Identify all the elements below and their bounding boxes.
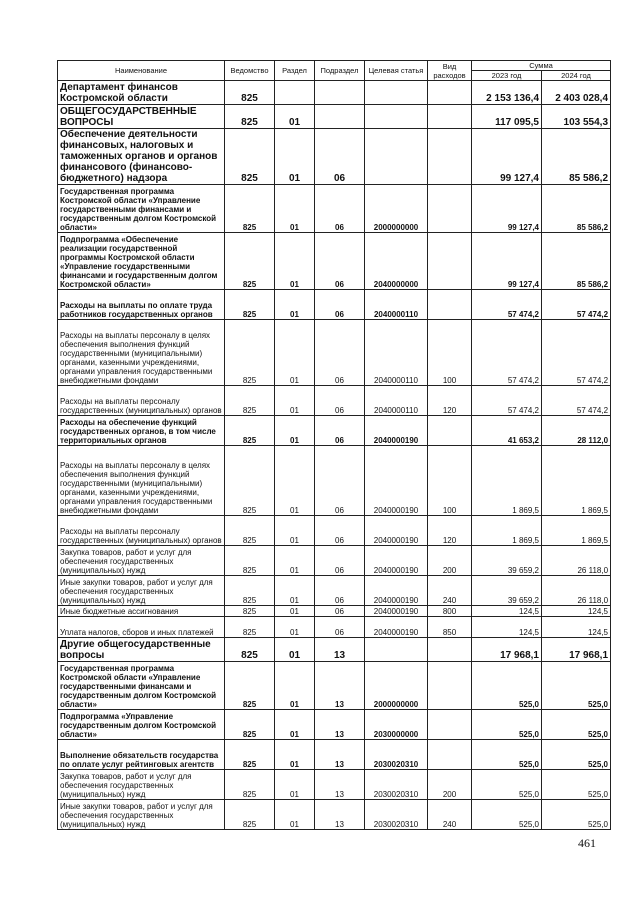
- cell-2024: 57 474,2: [542, 290, 611, 320]
- cell-name: Государственная программа Костромской области «Управление государственными финансами и государственным долгом Костромской области»: [58, 185, 225, 233]
- cell-section: 01: [275, 617, 315, 638]
- cell-subsection: 06: [315, 446, 365, 516]
- cell-target: 2040000110: [365, 290, 428, 320]
- cell-section: 01: [275, 105, 315, 129]
- cell-name: Расходы на выплаты по оплате труда работников государственных органов: [58, 290, 225, 320]
- cell-name: Иные закупки товаров, работ и услуг для обеспечения государственных (муниципальных) нужд: [58, 576, 225, 606]
- cell-type: 240: [428, 576, 472, 606]
- table-row: [58, 710, 611, 740]
- cell-2023: 39 659,2: [472, 576, 542, 606]
- cell-target: 2040000110: [365, 386, 428, 416]
- cell-2023: 1 869,5: [472, 516, 542, 546]
- cell-2023: 525,0: [472, 740, 542, 770]
- cell-2023: 117 095,5: [472, 105, 542, 129]
- cell-subsection: 06: [315, 129, 365, 185]
- table-row: [58, 606, 611, 617]
- cell-2023: 2 153 136,4: [472, 81, 542, 105]
- cell-dept: 825: [225, 386, 275, 416]
- cell-2024: 57 474,2: [542, 320, 611, 386]
- cell-type: [428, 105, 472, 129]
- cell-type: 850: [428, 617, 472, 638]
- cell-2024: 2 403 028,4: [542, 81, 611, 105]
- cell-type: [428, 290, 472, 320]
- table-row: [58, 290, 611, 320]
- cell-type: 100: [428, 446, 472, 516]
- cell-subsection: 06: [315, 546, 365, 576]
- cell-section: 01: [275, 576, 315, 606]
- cell-section: [275, 81, 315, 105]
- cell-section: 01: [275, 386, 315, 416]
- cell-target: 2040000190: [365, 546, 428, 576]
- cell-2023: 57 474,2: [472, 320, 542, 386]
- cell-type: [428, 416, 472, 446]
- cell-section: 01: [275, 290, 315, 320]
- cell-section: 01: [275, 770, 315, 800]
- col-header-sum: Сумма: [472, 61, 611, 71]
- cell-2023: 525,0: [472, 662, 542, 710]
- cell-subsection: [315, 81, 365, 105]
- cell-dept: 825: [225, 638, 275, 662]
- cell-dept: 825: [225, 710, 275, 740]
- cell-2023: 525,0: [472, 800, 542, 830]
- table-row: [58, 320, 611, 386]
- cell-target: 2040000190: [365, 416, 428, 446]
- cell-target: 2000000000: [365, 662, 428, 710]
- table-row: [58, 105, 611, 129]
- col-header-2024: 2024 год: [542, 71, 611, 81]
- cell-target: 2030020310: [365, 740, 428, 770]
- table-row: [58, 516, 611, 546]
- cell-subsection: 13: [315, 740, 365, 770]
- cell-section: 01: [275, 446, 315, 516]
- cell-type: 800: [428, 606, 472, 617]
- cell-section: 01: [275, 233, 315, 290]
- cell-section: 01: [275, 416, 315, 446]
- cell-dept: 825: [225, 800, 275, 830]
- cell-subsection: 06: [315, 416, 365, 446]
- cell-2024: 85 586,2: [542, 185, 611, 233]
- cell-name: Иные закупки товаров, работ и услуг для обеспечения государственных (муниципальных) нужд: [58, 800, 225, 830]
- cell-2024: 26 118,0: [542, 546, 611, 576]
- cell-name: Подпрограмма «Обеспечение реализации государственной программы Костромской области «Управление государственными финансами и государственным долгом Костромской области»: [58, 233, 225, 290]
- cell-name: Подпрограмма «Управление государственным долгом Костромской области»: [58, 710, 225, 740]
- cell-section: 01: [275, 320, 315, 386]
- cell-dept: 825: [225, 233, 275, 290]
- cell-name: Государственная программа Костромской области «Управление государственными финансами и государственным долгом Костромской области»: [58, 662, 225, 710]
- cell-2024: 525,0: [542, 800, 611, 830]
- cell-subsection: 06: [315, 606, 365, 617]
- cell-subsection: 06: [315, 320, 365, 386]
- cell-type: 200: [428, 546, 472, 576]
- cell-subsection: 13: [315, 770, 365, 800]
- cell-target: 2030020310: [365, 770, 428, 800]
- cell-target: 2040000190: [365, 606, 428, 617]
- cell-type: [428, 81, 472, 105]
- cell-2024: 525,0: [542, 740, 611, 770]
- cell-target: [365, 105, 428, 129]
- table-row: [58, 546, 611, 576]
- cell-target: 2040000190: [365, 617, 428, 638]
- table-row: [58, 662, 611, 710]
- cell-dept: 825: [225, 105, 275, 129]
- cell-type: 200: [428, 770, 472, 800]
- cell-target: [365, 81, 428, 105]
- cell-section: 01: [275, 516, 315, 546]
- col-header-dept: Ведомство: [225, 61, 275, 81]
- cell-2024: 525,0: [542, 710, 611, 740]
- cell-2023: 124,5: [472, 617, 542, 638]
- cell-subsection: 06: [315, 185, 365, 233]
- cell-type: [428, 233, 472, 290]
- cell-2024: 1 869,5: [542, 446, 611, 516]
- table-row: [58, 416, 611, 446]
- cell-2024: 28 112,0: [542, 416, 611, 446]
- cell-name: Расходы на выплаты персоналу в целях обеспечения выполнения функций государственными (муниципальными) органами, казенными учреждениями, органами управления государственными внебюджетными фондами: [58, 320, 225, 386]
- cell-name: Другие общегосударственные вопросы: [58, 638, 225, 662]
- cell-name: Закупка товаров, работ и услуг для обеспечения государственных (муниципальных) нужд: [58, 770, 225, 800]
- cell-type: [428, 129, 472, 185]
- table-row: [58, 129, 611, 185]
- col-header-target: Целевая статья: [365, 61, 428, 81]
- cell-dept: 825: [225, 129, 275, 185]
- cell-2024: 17 968,1: [542, 638, 611, 662]
- cell-name: Иные бюджетные ассигнования: [58, 606, 225, 617]
- cell-type: 120: [428, 516, 472, 546]
- cell-dept: 825: [225, 290, 275, 320]
- col-header-name: Наименование: [58, 61, 225, 81]
- cell-target: 2040000190: [365, 576, 428, 606]
- col-header-section: Раздел: [275, 61, 315, 81]
- cell-2024: 124,5: [542, 617, 611, 638]
- cell-type: 100: [428, 320, 472, 386]
- table-row: [58, 446, 611, 516]
- cell-type: [428, 638, 472, 662]
- cell-2023: 99 127,4: [472, 129, 542, 185]
- cell-section: 01: [275, 546, 315, 576]
- table-body: [58, 81, 611, 830]
- cell-target: 2000000000: [365, 185, 428, 233]
- cell-dept: 825: [225, 770, 275, 800]
- table-row: [58, 233, 611, 290]
- cell-type: 120: [428, 386, 472, 416]
- table-row: [58, 800, 611, 830]
- cell-subsection: 06: [315, 290, 365, 320]
- cell-name: Обеспечение деятельности финансовых, налоговых и таможенных органов и органов финансового (финансово-бюджетного) надзора: [58, 129, 225, 185]
- cell-type: [428, 185, 472, 233]
- cell-target: 2040000190: [365, 446, 428, 516]
- cell-section: 01: [275, 606, 315, 617]
- cell-target: 2040000190: [365, 516, 428, 546]
- cell-subsection: 06: [315, 233, 365, 290]
- cell-2023: 99 127,4: [472, 185, 542, 233]
- cell-section: 01: [275, 662, 315, 710]
- budget-table: [57, 60, 611, 830]
- cell-type: 240: [428, 800, 472, 830]
- cell-dept: 825: [225, 185, 275, 233]
- cell-name: Расходы на обеспечение функций государственных органов, в том числе территориальных органов: [58, 416, 225, 446]
- cell-2024: 85 586,2: [542, 233, 611, 290]
- cell-subsection: 13: [315, 800, 365, 830]
- cell-subsection: 13: [315, 710, 365, 740]
- cell-2023: 57 474,2: [472, 386, 542, 416]
- cell-2024: 525,0: [542, 770, 611, 800]
- cell-target: [365, 129, 428, 185]
- cell-subsection: 13: [315, 662, 365, 710]
- cell-name: Департамент финансов Костромской области: [58, 81, 225, 105]
- cell-2024: 124,5: [542, 606, 611, 617]
- cell-target: 2030000000: [365, 710, 428, 740]
- cell-section: 01: [275, 740, 315, 770]
- cell-dept: 825: [225, 320, 275, 386]
- col-header-2023: 2023 год: [472, 71, 542, 81]
- cell-2023: 525,0: [472, 710, 542, 740]
- cell-dept: 825: [225, 446, 275, 516]
- page-number: 461: [578, 836, 596, 850]
- cell-dept: 825: [225, 576, 275, 606]
- cell-target: 2040000000: [365, 233, 428, 290]
- cell-dept: 825: [225, 416, 275, 446]
- cell-section: 01: [275, 710, 315, 740]
- cell-2023: 17 968,1: [472, 638, 542, 662]
- cell-name: Расходы на выплаты персоналу государственных (муниципальных) органов: [58, 386, 225, 416]
- cell-subsection: 06: [315, 617, 365, 638]
- cell-target: 2030020310: [365, 800, 428, 830]
- cell-dept: 825: [225, 662, 275, 710]
- cell-type: [428, 710, 472, 740]
- cell-2023: 39 659,2: [472, 546, 542, 576]
- cell-dept: 825: [225, 606, 275, 617]
- cell-2023: 99 127,4: [472, 233, 542, 290]
- cell-target: [365, 638, 428, 662]
- cell-dept: 825: [225, 516, 275, 546]
- cell-dept: 825: [225, 617, 275, 638]
- cell-2024: 26 118,0: [542, 576, 611, 606]
- table-row: [58, 386, 611, 416]
- cell-2024: 85 586,2: [542, 129, 611, 185]
- cell-2024: 103 554,3: [542, 105, 611, 129]
- table-row: [58, 576, 611, 606]
- table-row: [58, 617, 611, 638]
- table-row: [58, 740, 611, 770]
- cell-name: Выполнение обязательств государства по оплате услуг рейтинговых агентств: [58, 740, 225, 770]
- table-row: [58, 770, 611, 800]
- col-header-type: Вид расходов: [428, 61, 472, 81]
- cell-subsection: 06: [315, 576, 365, 606]
- cell-subsection: [315, 105, 365, 129]
- table-row: [58, 638, 611, 662]
- table-row: [58, 185, 611, 233]
- cell-2024: 57 474,2: [542, 386, 611, 416]
- cell-2023: 124,5: [472, 606, 542, 617]
- cell-type: [428, 740, 472, 770]
- cell-subsection: 06: [315, 386, 365, 416]
- cell-name: ОБЩЕГОСУДАРСТВЕННЫЕ ВОПРОСЫ: [58, 105, 225, 129]
- cell-2024: 525,0: [542, 662, 611, 710]
- cell-dept: 825: [225, 740, 275, 770]
- cell-2023: 57 474,2: [472, 290, 542, 320]
- cell-2023: 1 869,5: [472, 446, 542, 516]
- cell-2024: 1 869,5: [542, 516, 611, 546]
- table-row: [58, 81, 611, 105]
- cell-type: [428, 662, 472, 710]
- cell-section: 01: [275, 800, 315, 830]
- cell-2023: 41 653,2: [472, 416, 542, 446]
- col-header-subsection: Подраздел: [315, 61, 365, 81]
- cell-section: 01: [275, 638, 315, 662]
- cell-dept: 825: [225, 546, 275, 576]
- cell-name: Уплата налогов, сборов и иных платежей: [58, 617, 225, 638]
- cell-name: Закупка товаров, работ и услуг для обеспечения государственных (муниципальных) нужд: [58, 546, 225, 576]
- cell-2023: 525,0: [472, 770, 542, 800]
- cell-section: 01: [275, 185, 315, 233]
- cell-subsection: 13: [315, 638, 365, 662]
- cell-name: Расходы на выплаты персоналу в целях обеспечения выполнения функций государственными (муниципальными) органами, казенными учреждениями, органами управления государственными внебюджетными фондами: [58, 446, 225, 516]
- cell-target: 2040000110: [365, 320, 428, 386]
- cell-dept: 825: [225, 81, 275, 105]
- cell-name: Расходы на выплаты персоналу государственных (муниципальных) органов: [58, 516, 225, 546]
- cell-subsection: 06: [315, 516, 365, 546]
- cell-section: 01: [275, 129, 315, 185]
